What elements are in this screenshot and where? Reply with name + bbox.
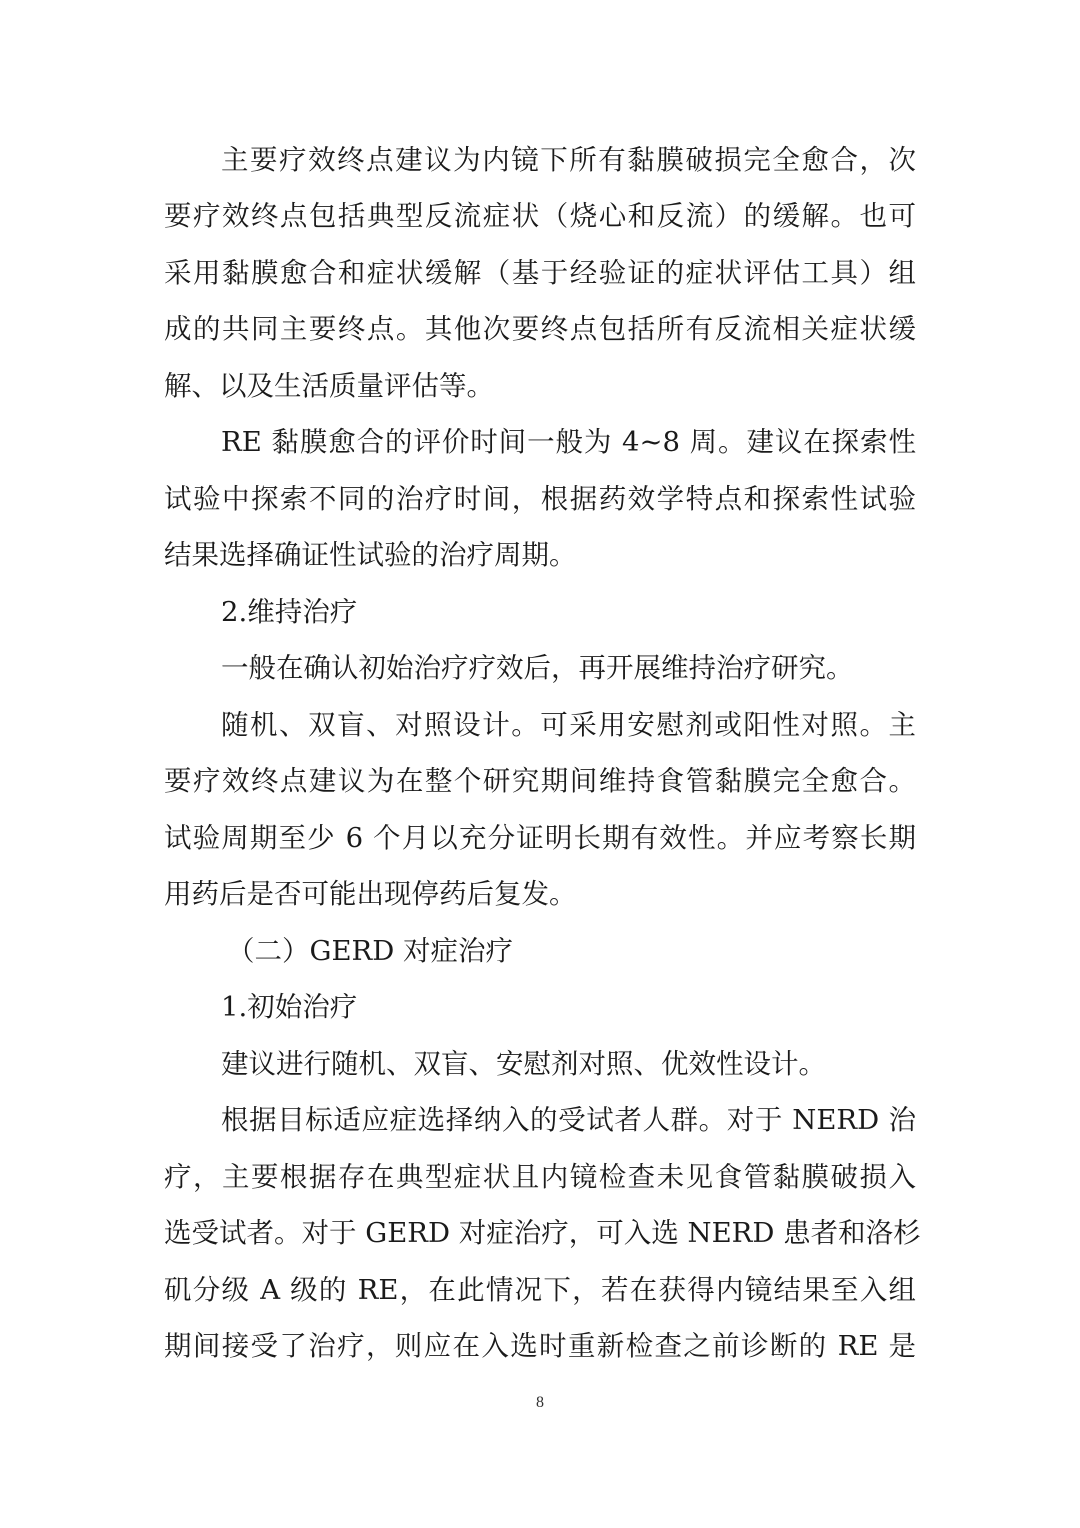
- body-text-line: 要疗效终点建议为在整个研究期间维持食管黏膜完全愈合。: [164, 765, 916, 797]
- section-heading: 2.维持治疗: [221, 596, 358, 628]
- body-text-line: 结果选择确证性试验的治疗周期。: [164, 539, 577, 571]
- subsection-heading: 1.初始治疗: [221, 991, 358, 1023]
- body-text-line: 疗，主要根据存在典型症状且内镜检查未见食管黏膜破损入: [164, 1161, 916, 1193]
- body-text-line: 试验中探索不同的治疗时间，根据药效学特点和探索性试验: [164, 483, 916, 515]
- body-text-line: 选受试者。对于 GERD 对症治疗，可入选 NERD 患者和洛杉: [164, 1217, 921, 1249]
- body-text-line: 建议进行随机、双盲、安慰剂对照、优效性设计。: [221, 1048, 826, 1080]
- body-text-line: 根据目标适应症选择纳入的受试者人群。对于 NERD 治: [221, 1104, 916, 1136]
- body-text-line: 解、以及生活质量评估等。: [164, 370, 494, 402]
- body-text-line: 用药后是否可能出现停药后复发。: [164, 878, 577, 910]
- body-text-line: 一般在确认初始治疗疗效后，再开展维持治疗研究。: [221, 652, 854, 684]
- body-text-line: RE 黏膜愈合的评价时间一般为 4~8 周。建议在探索性: [221, 426, 916, 458]
- body-text-line: 主要疗效终点建议为内镜下所有黏膜破损完全愈合，次: [221, 144, 916, 176]
- page-number: 8: [536, 1394, 544, 1411]
- body-text-line: 采用黏膜愈合和症状缓解（基于经验证的症状评估工具）组: [164, 257, 916, 289]
- body-text-line: 成的共同主要终点。其他次要终点包括所有反流相关症状缓: [164, 313, 916, 345]
- body-text-line: 随机、双盲、对照设计。可采用安慰剂或阳性对照。主: [221, 709, 916, 741]
- body-text-line: 期间接受了治疗，则应在入选时重新检查之前诊断的 RE 是: [164, 1330, 916, 1362]
- body-text-line: 要疗效终点包括典型反流症状（烧心和反流）的缓解。也可: [164, 200, 916, 232]
- body-text-line: 矶分级 A 级的 RE，在此情况下，若在获得内镜结果至入组: [164, 1274, 916, 1306]
- section-heading: （二）GERD 对症治疗: [227, 935, 514, 967]
- body-text-line: 试验周期至少 6 个月以充分证明长期有效性。并应考察长期: [164, 822, 916, 854]
